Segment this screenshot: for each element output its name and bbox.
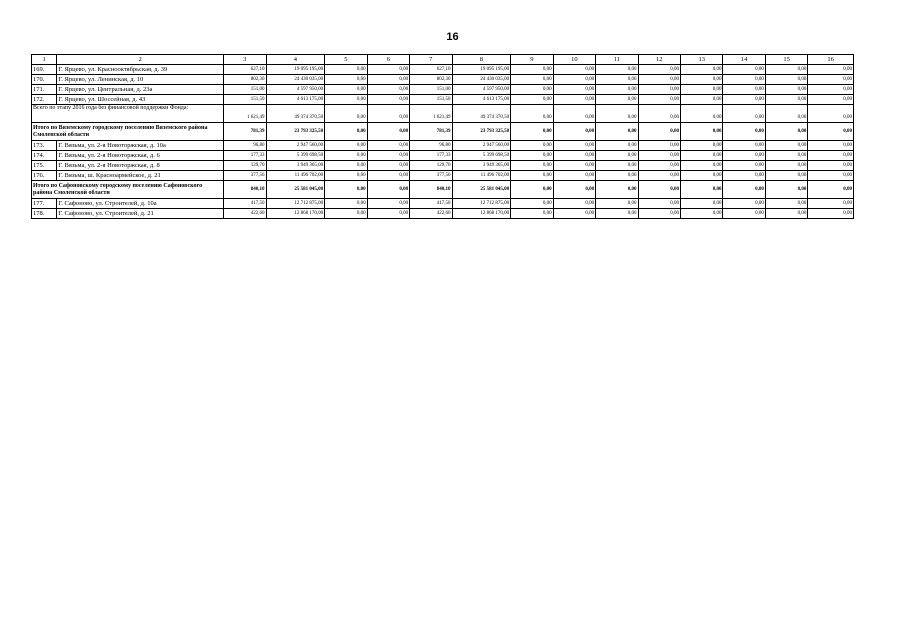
value-cell: 3 949 365,00 [266,161,325,171]
row-number: 172. [32,95,57,105]
value-cell: 0,00 [808,123,854,141]
value-cell: 0,00 [723,123,765,141]
value-cell: 0,00 [723,105,765,123]
value-cell: 151,00 [410,85,452,95]
value-cell: 0,00 [765,85,807,95]
subtotal-label: Всего по этапу 2016 года без финансовой поддержки Фонда: [32,105,224,123]
value-cell: 0,00 [325,75,367,85]
value-cell: 0,00 [325,65,367,75]
value-cell: 0,00 [765,171,807,181]
value-cell: 0,00 [325,199,367,209]
value-cell: 0,00 [723,75,765,85]
value-cell: 0,00 [808,161,854,171]
value-cell: 0,00 [553,75,595,85]
column-header: 16 [808,55,854,65]
value-cell: 0,00 [765,141,807,151]
row-number: 173. [32,141,57,151]
value-cell: 802,30 [224,75,266,85]
value-cell: 0,00 [638,209,680,219]
value-cell: 0,00 [511,181,553,199]
value-cell: 0,00 [511,75,553,85]
value-cell: 1 621,49 [224,105,266,123]
total-label: Итого по Сафоновскому городскому поселению Сафоновского района Смоленской области [32,181,224,199]
value-cell: 0,00 [765,199,807,209]
table-row [32,75,854,85]
value-cell: 0,00 [680,141,722,151]
column-header: 10 [553,55,595,65]
value-cell: 0,00 [808,105,854,123]
value-cell: 0,00 [511,141,553,151]
value-cell: 0,00 [765,209,807,219]
value-cell: 0,00 [367,199,409,209]
value-cell: 0,00 [511,161,553,171]
total-row [32,181,854,199]
column-header: 4 [266,55,325,65]
value-cell: 0,00 [553,123,595,141]
value-cell: 24 430 035,00 [266,75,325,85]
row-number: 174. [32,151,57,161]
value-cell: 0,00 [808,171,854,181]
value-cell: 4 613 175,00 [452,95,511,105]
value-cell: 0,00 [680,123,722,141]
value-cell: 0,00 [596,181,638,199]
address-cell: Г. Вязьма, ул. 2-я Новоторжская, д. 10а [57,141,224,151]
value-cell: 422,60 [224,209,266,219]
value-cell: 0,00 [325,181,367,199]
value-cell: 0,00 [680,181,722,199]
value-cell: 0,00 [553,181,595,199]
value-cell: 0,00 [680,85,722,95]
value-cell: 49 374 370,50 [452,105,511,123]
row-number: 169. [32,65,57,75]
column-header: 1 [32,55,57,65]
address-cell: Г. Вязьма, ш. Красноармейское, д. 21 [57,171,224,181]
value-cell: 0,00 [367,95,409,105]
column-header: 9 [511,55,553,65]
row-number: 178. [32,209,57,219]
value-cell: 177,33 [224,151,266,161]
value-cell: 0,00 [808,141,854,151]
value-cell: 11 496 702,00 [266,171,325,181]
value-cell: 0,00 [325,85,367,95]
value-cell: 0,00 [553,65,595,75]
value-cell: 840,10 [410,181,452,199]
value-cell: 0,00 [511,151,553,161]
value-cell: 0,00 [638,65,680,75]
value-cell: 0,00 [765,75,807,85]
table-row [32,199,854,209]
value-cell: 0,00 [367,123,409,141]
value-cell: 422,60 [410,209,452,219]
address-cell: Г. Вязьма, ул. 2-я Новоторжская, д. 8 [57,161,224,171]
value-cell: 0,00 [325,123,367,141]
value-cell: 0,00 [596,123,638,141]
value-cell: 0,00 [596,105,638,123]
value-cell: 0,00 [680,151,722,161]
value-cell: 0,00 [680,105,722,123]
value-cell: 0,00 [596,65,638,75]
value-cell: 0,00 [638,171,680,181]
value-cell: 23 793 325,50 [452,123,511,141]
value-cell: 0,00 [723,151,765,161]
value-cell: 0,00 [596,95,638,105]
value-cell: 5 399 698,50 [266,151,325,161]
value-cell: 0,00 [808,85,854,95]
value-cell: 0,00 [596,209,638,219]
value-cell: 0,00 [325,105,367,123]
value-cell: 0,00 [367,209,409,219]
value-cell: 0,00 [723,141,765,151]
value-cell: 0,00 [596,85,638,95]
value-cell: 25 581 045,00 [266,181,325,199]
value-cell: 0,00 [765,105,807,123]
value-cell: 0,00 [553,171,595,181]
value-cell: 0,00 [638,85,680,95]
value-cell: 49 374 370,50 [266,105,325,123]
page-number: 16 [446,31,459,43]
address-cell: Г. Ярцево, ул. Шоссейная, д. 43 [57,95,224,105]
value-cell: 0,00 [325,161,367,171]
table-body [32,55,854,219]
value-cell: 781,39 [224,123,266,141]
value-cell: 0,00 [367,161,409,171]
row-number: 171. [32,85,57,95]
value-cell: 0,00 [367,85,409,95]
table-row [32,151,854,161]
value-cell: 151,50 [410,95,452,105]
value-cell: 0,00 [553,105,595,123]
value-cell: 11 496 702,00 [452,171,511,181]
value-cell: 0,00 [680,209,722,219]
value-cell: 0,00 [638,161,680,171]
value-cell: 0,00 [808,181,854,199]
value-cell: 0,00 [596,141,638,151]
value-cell: 19 095 195,00 [266,65,325,75]
value-cell: 840,10 [224,181,266,199]
column-header: 2 [57,55,224,65]
value-cell: 0,00 [723,199,765,209]
value-cell: 417,50 [410,199,452,209]
value-cell: 0,00 [680,161,722,171]
row-number: 175. [32,161,57,171]
value-cell: 0,00 [680,65,722,75]
table-row [32,209,854,219]
value-cell: 96,80 [410,141,452,151]
value-cell: 0,00 [325,141,367,151]
value-cell: 0,00 [553,209,595,219]
value-cell: 627,10 [224,65,266,75]
value-cell: 151,00 [224,85,266,95]
value-cell: 0,00 [553,199,595,209]
value-cell: 2 947 560,00 [266,141,325,151]
value-cell: 0,00 [367,65,409,75]
value-cell: 0,00 [325,209,367,219]
value-cell: 0,00 [638,151,680,161]
value-cell: 0,00 [596,151,638,161]
table-row [32,171,854,181]
subtotal-row [32,105,854,123]
value-cell: 0,00 [367,75,409,85]
value-cell: 0,00 [511,123,553,141]
address-cell: Г. Сафоново, ул. Строителей, д. 10а [57,199,224,209]
value-cell: 0,00 [638,123,680,141]
value-cell: 0,00 [325,151,367,161]
value-cell: 0,00 [638,105,680,123]
address-cell: Г. Ярцево, ул. Центральная, д. 23а [57,85,224,95]
value-cell: 129,70 [410,161,452,171]
table-row [32,95,854,105]
value-cell: 0,00 [808,75,854,85]
total-label: Итого по Вяземскому городскому поселению Вяземского района Смоленской области [32,123,224,141]
value-cell: 0,00 [765,181,807,199]
value-cell: 0,00 [808,95,854,105]
value-cell: 0,00 [765,151,807,161]
value-cell: 25 581 045,00 [452,181,511,199]
value-cell: 0,00 [367,151,409,161]
value-cell: 0,00 [723,209,765,219]
value-cell: 0,00 [723,161,765,171]
value-cell: 0,00 [511,85,553,95]
column-header: 13 [680,55,722,65]
table-row [32,161,854,171]
value-cell: 0,00 [553,85,595,95]
value-cell: 0,00 [511,95,553,105]
value-cell: 627,10 [410,65,452,75]
value-cell: 0,00 [680,75,722,85]
column-header: 14 [723,55,765,65]
column-header: 3 [224,55,266,65]
address-cell: Г. Ярцево, ул. Ленинская, д. 10 [57,75,224,85]
value-cell: 802,30 [410,75,452,85]
value-cell: 5 399 698,50 [452,151,511,161]
value-cell: 24 430 035,00 [452,75,511,85]
value-cell: 23 793 325,50 [266,123,325,141]
value-cell: 0,00 [511,105,553,123]
column-header: 5 [325,55,367,65]
value-cell: 0,00 [325,171,367,181]
address-cell: Г. Сафоново, ул. Строителей, д. 21 [57,209,224,219]
value-cell: 0,00 [723,85,765,95]
value-cell: 417,50 [224,199,266,209]
column-header: 8 [452,55,511,65]
column-header: 6 [367,55,409,65]
column-header: 15 [765,55,807,65]
value-cell: 781,39 [410,123,452,141]
value-cell: 12 712 875,00 [266,199,325,209]
value-cell: 0,00 [723,181,765,199]
value-cell: 2 947 560,00 [452,141,511,151]
value-cell: 0,00 [511,65,553,75]
value-cell: 0,00 [367,181,409,199]
value-cell: 0,00 [638,75,680,85]
housing-register-table [31,54,854,219]
value-cell: 12 712 875,00 [452,199,511,209]
value-cell: 0,00 [511,199,553,209]
table-row [32,141,854,151]
value-cell: 0,00 [808,209,854,219]
row-number: 170. [32,75,57,85]
value-cell: 177,33 [410,151,452,161]
column-header: 11 [596,55,638,65]
value-cell: 0,00 [638,181,680,199]
table-row [32,85,854,95]
value-cell: 0,00 [723,65,765,75]
value-cell: 96,80 [224,141,266,151]
value-cell: 129,70 [224,161,266,171]
value-cell: 0,00 [808,65,854,75]
value-cell: 4 597 950,00 [266,85,325,95]
value-cell: 0,00 [553,151,595,161]
table-row [32,65,854,75]
value-cell: 0,00 [638,199,680,209]
value-cell: 0,00 [765,95,807,105]
address-cell: Г. Вязьма, ул. 2-я Новоторжская, д. 6 [57,151,224,161]
value-cell: 12 868 170,00 [266,209,325,219]
value-cell: 4 597 950,00 [452,85,511,95]
total-row [32,123,854,141]
value-cell: 0,00 [765,161,807,171]
value-cell: 3 949 365,00 [452,161,511,171]
value-cell: 0,00 [596,75,638,85]
value-cell: 0,00 [596,161,638,171]
value-cell: 0,00 [367,105,409,123]
value-cell: 0,00 [680,95,722,105]
value-cell: 0,00 [367,171,409,181]
value-cell: 0,00 [553,95,595,105]
value-cell: 0,00 [553,161,595,171]
value-cell: 0,00 [638,95,680,105]
value-cell: 19 095 195,00 [452,65,511,75]
value-cell: 0,00 [680,199,722,209]
value-cell: 377,56 [224,171,266,181]
value-cell: 0,00 [511,209,553,219]
value-cell: 0,00 [325,95,367,105]
value-cell: 151,50 [224,95,266,105]
column-header: 7 [410,55,452,65]
value-cell: 0,00 [808,151,854,161]
value-cell: 1 621,49 [410,105,452,123]
value-cell: 0,00 [808,199,854,209]
column-number-row [32,55,854,65]
column-header: 12 [638,55,680,65]
value-cell: 0,00 [723,95,765,105]
value-cell: 0,00 [765,65,807,75]
value-cell: 0,00 [596,171,638,181]
row-number: 176. [32,171,57,181]
value-cell: 0,00 [367,141,409,151]
value-cell: 0,00 [511,171,553,181]
value-cell: 4 613 175,00 [266,95,325,105]
address-cell: Г. Ярцево, ул. Краснооктябрьская, д. 39 [57,65,224,75]
value-cell: 0,00 [596,199,638,209]
value-cell: 0,00 [723,171,765,181]
value-cell: 0,00 [680,171,722,181]
value-cell: 0,00 [765,123,807,141]
row-number: 177. [32,199,57,209]
value-cell: 377,56 [410,171,452,181]
value-cell: 12 868 170,00 [452,209,511,219]
value-cell: 0,00 [553,141,595,151]
value-cell: 0,00 [638,141,680,151]
